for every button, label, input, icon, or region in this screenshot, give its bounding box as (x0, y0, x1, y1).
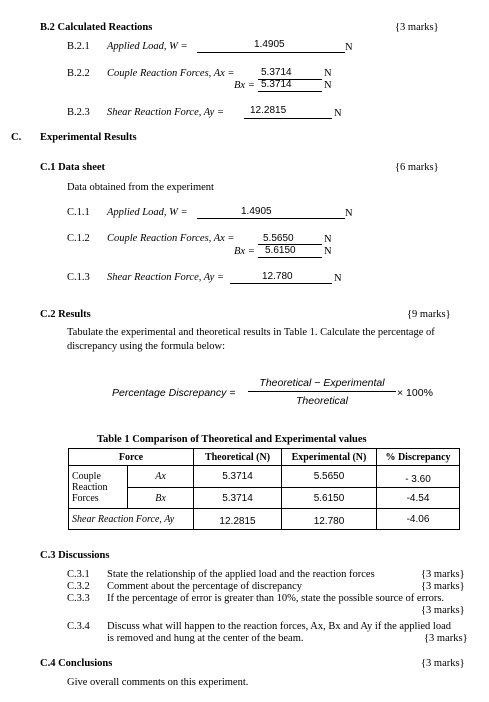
c12-value-a: 5.5650 (263, 233, 294, 244)
shear-label: Shear Reaction Force, Ay (69, 509, 194, 530)
formula-rhs: × 100% (397, 387, 433, 399)
b23-underline (244, 118, 332, 119)
results-table (68, 448, 460, 530)
b21-value: 1.4905 (254, 39, 285, 50)
ax-discrepancy: - 3.60 (377, 466, 460, 488)
table-row (69, 488, 460, 509)
c32-text: Comment about the percentage of discrepancy (107, 581, 303, 592)
c34-marks: {3 marks} (424, 633, 468, 644)
c33-text: If the percentage of error is greater than 10%, state the possible source of errors. (107, 593, 445, 604)
section-b2-heading: B.2 Calculated Reactions (40, 22, 153, 33)
c12-value-b: 5.6150 (265, 245, 296, 256)
formula-denominator: Theoretical (296, 395, 348, 407)
b21-label: Applied Load, W = (107, 41, 188, 52)
formula-fraction-bar (248, 391, 396, 392)
ax-label: Ax (128, 466, 194, 488)
table-header-row (69, 449, 460, 466)
table-row (69, 509, 460, 530)
c12-unit-b: N (324, 246, 332, 257)
c13-value: 12.780 (262, 271, 293, 282)
b22-value-a: 5.3714 (261, 67, 292, 78)
b21-underline (197, 52, 345, 53)
b23-label: Shear Reaction Force, Ay = (107, 107, 225, 118)
c31-text: State the relationship of the applied load and the reaction forces (107, 569, 375, 580)
section-c2-marks: {9 marks} (407, 309, 451, 320)
b22-value-b: 5.3714 (261, 79, 292, 90)
section-c1-marks: {6 marks} (395, 162, 439, 173)
shear-discrepancy: -4.06 (377, 509, 460, 530)
section-c1-heading: C.1 Data sheet (40, 162, 106, 173)
c34-number: C.3.4 (67, 621, 90, 632)
header-theoretical: Theoretical (N) (194, 449, 282, 466)
b22-unit-b: N (324, 80, 332, 91)
c34-text-line2: is removed and hung at the center of the beam. (107, 633, 304, 644)
formula-lhs: Percentage Discrepancy = (112, 387, 236, 399)
c12-unit-a: N (324, 234, 332, 245)
b23-unit: N (334, 108, 342, 119)
c12-underline-b (258, 257, 322, 258)
b22-label-b: Bx = (234, 80, 255, 91)
bx-label: Bx (128, 488, 194, 509)
c33-number: C.3.3 (67, 593, 90, 604)
header-force: Force (69, 449, 194, 466)
ax-theoretical: 5.3714 (194, 466, 282, 488)
section-c-heading: Experimental Results (40, 132, 137, 143)
couple-label-line1: Couple (72, 470, 101, 482)
c13-underline (230, 283, 332, 284)
c13-unit: N (334, 273, 342, 284)
couple-label-line3: Forces (72, 492, 99, 504)
c11-label: Applied Load, W = (107, 207, 188, 218)
b23-value: 12.2815 (250, 105, 287, 116)
c31-marks: {3 marks} (421, 569, 465, 580)
b21-unit: N (345, 42, 353, 53)
shear-experimental: 12.780 (282, 509, 377, 530)
section-c3-heading: C.3 Discussions (40, 550, 110, 561)
c11-unit: N (345, 208, 353, 219)
section-c4-marks: {3 marks} (421, 658, 465, 669)
c11-number: C.1.1 (67, 207, 90, 218)
c11-underline (197, 218, 345, 219)
c11-value: 1.4905 (241, 206, 272, 217)
c31-number: C.3.1 (67, 569, 90, 580)
c12-label-a: Couple Reaction Forces, Ax = (107, 233, 235, 244)
bx-theoretical: 5.3714 (194, 488, 282, 509)
header-discrepancy: % Discrepancy (377, 449, 460, 466)
couple-reaction-label (69, 466, 128, 509)
c1-intro: Data obtained from the experiment (67, 182, 214, 193)
c13-number: C.1.3 (67, 272, 90, 283)
c12-label-b: Bx = (234, 246, 255, 257)
shear-theoretical: 12.2815 (194, 509, 282, 530)
c32-marks: {3 marks} (421, 581, 465, 592)
section-c2-heading: C.2 Results (40, 309, 91, 320)
section-c4-heading: C.4 Conclusions (40, 658, 113, 669)
table-title: Table 1 Comparison of Theoretical and Experimental values (97, 434, 367, 445)
c4-text: Give overall comments on this experiment. (67, 677, 249, 688)
c13-label: Shear Reaction Force, Ay = (107, 272, 225, 283)
b22-number: B.2.2 (67, 68, 90, 79)
header-experimental: Experimental (N) (282, 449, 377, 466)
bx-experimental: 5.6150 (282, 488, 377, 509)
section-c-number: C. (11, 132, 22, 143)
c12-number: C.1.2 (67, 233, 90, 244)
bx-discrepancy: -4.54 (377, 488, 460, 509)
b21-number: B.2.1 (67, 41, 90, 52)
b22-underline-b (258, 91, 322, 92)
couple-label-line2: Reaction (72, 481, 108, 493)
b23-number: B.2.3 (67, 107, 90, 118)
b22-label-a: Couple Reaction Forces, Ax = (107, 68, 235, 79)
c2-text-line2: discrepancy using the formula below: (67, 341, 226, 352)
c33-marks: {3 marks} (421, 605, 465, 616)
ax-experimental: 5.5650 (282, 466, 377, 488)
formula-numerator: Theoretical − Experimental (259, 377, 385, 389)
c34-text-line1: Discuss what will happen to the reaction forces, Ax, Bx and Ay if the applied load (107, 621, 451, 632)
section-b2-marks: {3 marks} (395, 22, 439, 33)
c2-text-line1: Tabulate the experimental and theoretical results in Table 1. Calculate the percentage of (67, 327, 435, 338)
c32-number: C.3.2 (67, 581, 90, 592)
b22-unit-a: N (324, 68, 332, 79)
table-row (69, 466, 460, 488)
